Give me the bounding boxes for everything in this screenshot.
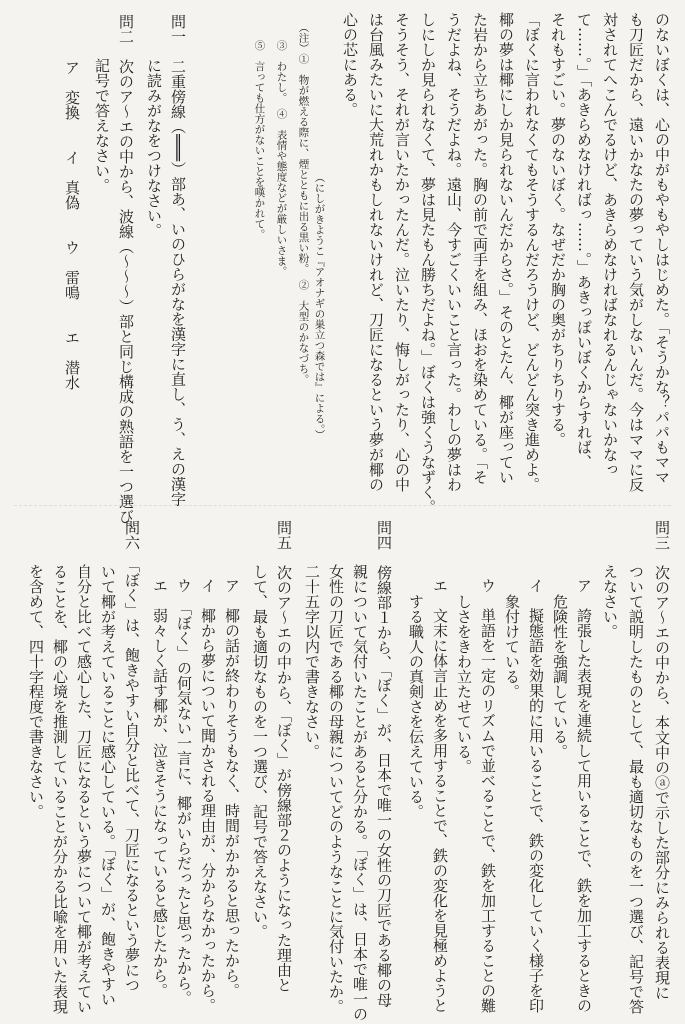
story-line: 対されてへこんでるけど、あきらめなければなれるんじゃないかなっ — [601, 12, 619, 477]
question-6-cont: 自分と比べて感心した、刀匠になるという夢について椰が考えてい — [75, 564, 93, 1014]
q3-option-d-cont: する職人の真剣さを伝えている。 — [407, 594, 425, 819]
q3-option-a: ア 誇張した表現を連続して用いることで、鉄を加工するときの — [575, 578, 593, 1013]
question-6-cont: ることを、椰の心境を推測していることが分かる比喩を用いた表現 — [51, 564, 69, 1014]
question-6: 問六 「ぼく」は、飽きやすい自分と比べて、刀匠になるという夢につ — [123, 520, 141, 993]
story-line: て……。」「あきらめなければっ……。」あきっぽいぼくからすれば、 — [575, 12, 593, 470]
note-line: ③ わたし。 ④ 表情や態度などが厳しいさま。 — [275, 40, 288, 277]
question-3-cont: ついて説明したものとして、最も適切なものを一つ選び、記号で答 — [627, 564, 645, 1014]
story-line: うだよね、そうだよね。遠山、今すごくいいこと言った。わしの夢はわ — [445, 12, 463, 492]
story-line: た岩から立ちあがった。胸の前で両手を組み、ほおを染めている。「そ — [471, 12, 489, 485]
story-line: のないぼくは、心の中がもやもやしはじめた。「そうかな？パパもママ — [653, 12, 671, 485]
story-line: 「ぼくに言われなくてもそうするんだろうけど、どんどん突き進めよ。 — [523, 12, 541, 492]
story-line: 心の芯にある。 — [341, 12, 359, 117]
question-3-cont: えなさい。 — [601, 564, 619, 639]
question-2-cont: 記号で答えなさい。 — [93, 58, 111, 193]
question-4-cont: 女性の刀匠である椰の母親についてどのようなことに気付いたか。 — [327, 564, 345, 1014]
question-5-cont: して、最も適切なものを一つ選び、記号で答えなさい。 — [251, 564, 269, 939]
section-divider — [14, 505, 671, 506]
story-line: そうそう、それが言いたかったんだ。泣いたり、悔しがったり、心の中 — [393, 12, 411, 492]
note-line: ⑤ 言っても仕方がないことを嘆かれて。 — [253, 40, 266, 240]
story-line: しにしか見られなくて、夢は見たもん勝ちだよね。」ぼくは強くうなずく。 — [419, 12, 437, 515]
question-4: 問四 傍線部１から、「ぼく」が、日本で唯一の女性の刀匠である椰の母 — [375, 520, 393, 1008]
q5-option-d: エ 弱々しく話す椰が、泣きそうになっていると感じたから。 — [151, 578, 169, 998]
source-citation: （にしがきようこ『アオナギの巣立つ森では』による。） — [313, 172, 326, 440]
q3-option-b-cont: 象付けている。 — [503, 594, 521, 699]
q3-option-b: イ 擬態語を効果的に用いることで、鉄の変化していく様子を印 — [527, 578, 545, 1013]
story-line: 椰の夢は椰にしか見られないんだからさ。」そのとたん、椰が座ってい — [497, 12, 515, 485]
q3-option-a-cont: 危険性を強調している。 — [551, 594, 569, 759]
q2-option-a: ア 変換 — [63, 60, 81, 120]
question-1-cont: に読みがなをつけなさい。 — [145, 58, 163, 238]
story-line: も刀匠だから、遠いかなたの夢っていう気がしないんだ。今はママに反 — [627, 12, 645, 492]
question-6-cont: を含めて、四十字程度で書きなさい。 — [27, 564, 45, 819]
note-line: （注）① 物が燃える際に、煙とともに出る黒い粉。 ② 大型のかなづち。 — [297, 22, 310, 385]
q5-option-a: ア 椰の話が終わりそうもなく、時間がかかると思ったから。 — [223, 578, 241, 998]
q5-option-b: イ 椰から夢について聞かされる理由が、分からなかったから。 — [199, 578, 217, 1013]
q2-option-c: ウ 雷鳴 — [63, 240, 81, 300]
q2-option-b: イ 真偽 — [63, 150, 81, 210]
q3-option-c: ウ 単語を一定のリズムで並べることで、鉄を加工することの難 — [479, 578, 497, 1013]
question-4-cont: 二十五字以内で書きなさい。 — [303, 564, 321, 759]
question-2: 問二 次のア～エの中から、波線（～～～）部と同じ構成の熟語を一つ選び、 — [117, 14, 135, 539]
q3-option-d: エ 文末に体言止めを多用することで、鉄の変化を見極めようと — [431, 578, 449, 1013]
story-line: それもすごい。夢のないぼく。なぜだか胸の奥がちりちりする。 — [549, 12, 567, 447]
q5-option-c: ウ 「ぼく」の何気ない一言に、椰がいらだったと思ったから。 — [175, 578, 193, 1006]
q3-option-c-cont: しさをきわ立たせている。 — [455, 594, 473, 774]
question-4-cont: 親について気付いたことがあると分かる。「ぼく」は、日本で唯一の — [351, 564, 369, 1022]
question-1: 問一 二重傍線（═══）部あ、いのひらがなを漢字に直し、う、えの漢字 — [169, 14, 187, 507]
question-6-cont: いて椰が考えていることに感心している。「ぼく」が、飽きやすい — [99, 564, 117, 1007]
question-5: 問五 次のア～エの中から、「ぼく」が傍線部２のようになった理由と — [275, 520, 293, 993]
q2-option-d: エ 潜水 — [63, 330, 81, 390]
question-3: 問三 次のア～エの中から、本文中のⓐで示した部分にみられる表現に — [653, 520, 671, 1000]
story-line: は台風みたいに大荒れかもしれないけれど、刀匠になるという夢が椰の — [367, 12, 385, 492]
